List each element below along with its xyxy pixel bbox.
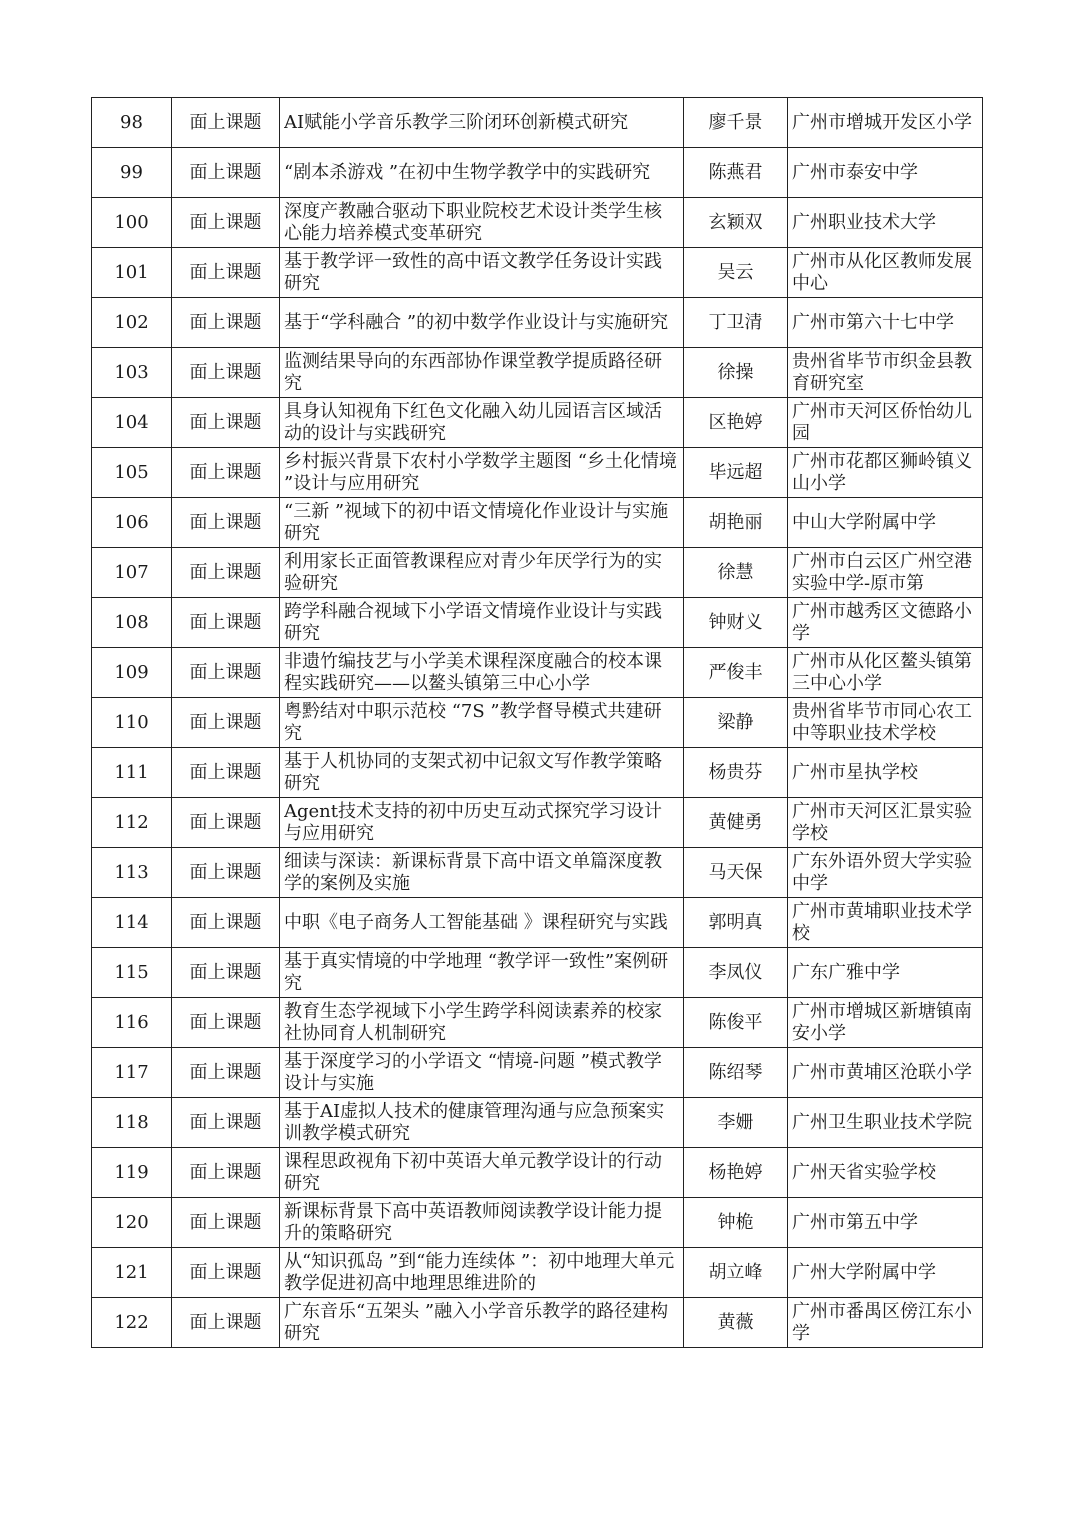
project-type-text: 面上课题 [189,211,262,233]
organization-cell [788,598,983,648]
organization-text: 广州市泰安中学 [792,161,918,183]
principal-investigator-cell [684,648,788,698]
row-number-text: 118 [114,1111,149,1133]
row-number-text: 107 [114,561,149,583]
row-number-text: 112 [114,811,149,833]
project-title-cell [280,1048,684,1098]
organization-text: 广州职业技术大学 [792,211,936,233]
project-type-text: 面上课题 [189,461,262,483]
organization-cell [788,1148,983,1198]
table-row [92,548,983,598]
project-type-cell [172,298,280,348]
principal-investigator-text: 毕远超 [708,461,763,483]
project-title-cell [280,948,684,998]
project-title-cell [280,1148,684,1198]
principal-investigator-text: 陈俊平 [708,1011,763,1033]
row-number-text: 122 [114,1311,149,1333]
project-title-cell [280,648,684,698]
row-number-cell [92,298,172,348]
project-type-cell [172,748,280,798]
principal-investigator-text: 杨艳婷 [708,1161,763,1183]
organization-cell [788,948,983,998]
project-type-cell [172,148,280,198]
project-type-text: 面上课题 [189,711,262,733]
project-title-text: 基于人机协同的支架式初中记叙文写作教学策略研究 [284,750,662,794]
project-title-text: 教育生态学视域下小学生跨学科阅读素养的校家社协同育人机制研究 [284,1000,662,1044]
project-type-text: 面上课题 [189,661,262,683]
organization-text: 广州市花都区狮岭镇义山小学 [792,450,972,494]
row-number-text: 103 [114,361,149,383]
project-title-text: 基于真实情境的中学地理 “教学评一致性”案例研究 [284,950,669,994]
organization-text: 广州市第五中学 [792,1211,918,1233]
table-row [92,1198,983,1248]
row-number-text: 99 [120,161,143,183]
table-row [92,448,983,498]
row-number-cell [92,598,172,648]
organization-cell [788,98,983,148]
row-number-cell [92,398,172,448]
organization-cell [788,248,983,298]
principal-investigator-cell [684,1048,788,1098]
table-row [92,798,983,848]
table-row [92,148,983,198]
project-type-text: 面上课题 [189,861,262,883]
project-title-text: AI赋能小学音乐教学三阶闭环创新模式研究 [284,111,629,133]
row-number-text: 100 [114,211,149,233]
row-number-cell [92,698,172,748]
project-title-text: 深度产教融合驱动下职业院校艺术设计类学生核心能力培养模式变革研究 [284,200,662,244]
project-type-cell [172,798,280,848]
project-title-text: 具身认知视角下红色文化融入幼儿园语言区域活动的设计与实践研究 [284,400,662,444]
project-type-text: 面上课题 [189,261,262,283]
principal-investigator-cell [684,398,788,448]
row-number-cell [92,898,172,948]
principal-investigator-text: 杨贵芬 [708,761,763,783]
organization-cell [788,1048,983,1098]
organization-text: 广州市天河区侨怡幼儿园 [792,400,972,444]
project-type-cell [172,848,280,898]
project-title-text: 基于教学评一致性的高中语文教学任务设计实践研究 [284,250,662,294]
organization-cell [788,648,983,698]
organization-cell [788,748,983,798]
principal-investigator-cell [684,1098,788,1148]
organization-cell [788,848,983,898]
principal-investigator-text: 丁卫清 [708,311,763,333]
table-row [92,698,983,748]
row-number-text: 115 [114,961,149,983]
organization-text: 贵州省毕节市同心农工中等职业技术学校 [792,700,972,744]
organization-cell [788,548,983,598]
organization-text: 广东外语外贸大学实验中学 [792,850,972,894]
row-number-cell [92,548,172,598]
principal-investigator-cell [684,798,788,848]
project-title-text: 基于深度学习的小学语文 “情境-问题 ”模式教学设计与实施 [284,1050,662,1094]
row-number-cell [92,648,172,698]
project-type-cell [172,248,280,298]
project-type-cell [172,398,280,448]
project-title-text: “三新 ”视域下的初中语文情境化作业设计与实施研究 [284,500,669,544]
principal-investigator-cell [684,198,788,248]
project-title-text: 粤黔结对中职示范校 “7S ”教学督导模式共建研究 [284,700,662,744]
principal-investigator-text: 黄薇 [717,1311,754,1333]
project-type-cell [172,648,280,698]
row-number-cell [92,498,172,548]
table-row [92,1298,983,1348]
organization-cell [788,1198,983,1248]
table-row [92,198,983,248]
row-number-text: 114 [114,911,149,933]
project-type-cell [172,898,280,948]
project-title-cell [280,348,684,398]
project-title-text: 利用家长正面管教课程应对青少年厌学行为的实验研究 [284,550,662,594]
project-title-text: Agent技术支持的初中历史互动式探究学习设计与应用研究 [284,800,662,844]
row-number-cell [92,1298,172,1348]
project-type-cell [172,498,280,548]
table-row [92,1148,983,1198]
project-title-text: 从“知识孤岛 ”到“能力连续体 ”：初中地理大单元教学促进初高中地理思维进阶的 [284,1250,675,1294]
principal-investigator-text: 钟桅 [717,1211,754,1233]
row-number-text: 106 [114,511,149,533]
project-type-text: 面上课题 [189,1061,262,1083]
project-title-text: 广东音乐“五架头 ”融入小学音乐教学的路径建构研究 [284,1300,669,1344]
project-type-cell [172,1098,280,1148]
project-title-text: 非遗竹编技艺与小学美术课程深度融合的校本课程实践研究——以鳌头镇第三中心小学 [284,650,662,694]
row-number-cell [92,948,172,998]
organization-cell [788,798,983,848]
row-number-text: 111 [114,761,149,783]
project-title-cell [280,1098,684,1148]
organization-text: 广州市第六十七中学 [792,311,954,333]
project-type-text: 面上课题 [189,161,262,183]
principal-investigator-cell [684,698,788,748]
organization-cell [788,998,983,1048]
row-number-cell [92,98,172,148]
organization-text: 广州市番禺区傍江东小学 [792,1300,972,1344]
project-title-cell [280,198,684,248]
project-type-text: 面上课题 [189,911,262,933]
project-type-text: 面上课题 [189,561,262,583]
project-type-cell [172,1248,280,1298]
principal-investigator-cell [684,598,788,648]
project-title-cell [280,248,684,298]
organization-text: 贵州省毕节市织金县教育研究室 [792,350,972,394]
organization-text: 广东广雅中学 [792,961,900,983]
principal-investigator-text: 徐操 [717,361,754,383]
organization-text: 广州市增城区新塘镇南安小学 [792,1000,972,1044]
project-type-cell [172,698,280,748]
project-title-cell [280,398,684,448]
row-number-text: 104 [114,411,149,433]
principal-investigator-text: 吴云 [717,261,754,283]
row-number-cell [92,148,172,198]
principal-investigator-text: 李凤仪 [708,961,763,983]
organization-cell [788,398,983,448]
project-type-cell [172,598,280,648]
principal-investigator-cell [684,98,788,148]
row-number-cell [92,1248,172,1298]
row-number-cell [92,748,172,798]
principal-investigator-text: 李姗 [717,1111,754,1133]
principal-investigator-text: 徐慧 [717,561,754,583]
row-number-text: 102 [114,311,149,333]
project-title-text: 监测结果导向的东西部协作课堂教学提质路径研究 [284,350,662,394]
organization-text: 广州市黄埔区沧联小学 [792,1061,972,1083]
principal-investigator-text: 区艳婷 [708,411,763,433]
project-type-cell [172,948,280,998]
project-title-cell [280,98,684,148]
principal-investigator-cell [684,1148,788,1198]
principal-investigator-text: 钟财义 [708,611,763,633]
row-number-cell [92,848,172,898]
table-row [92,648,983,698]
table-row [92,498,983,548]
principal-investigator-text: 陈燕君 [708,161,763,183]
organization-cell [788,498,983,548]
principal-investigator-cell [684,748,788,798]
project-type-text: 面上课题 [189,111,262,133]
organization-cell [788,298,983,348]
project-type-text: 面上课题 [189,411,262,433]
project-type-text: 面上课题 [189,761,262,783]
organization-text: 广州市从化区教师发展中心 [792,250,972,294]
principal-investigator-cell [684,348,788,398]
row-number-text: 120 [114,1211,149,1233]
organization-text: 广州大学附属中学 [792,1261,936,1283]
project-title-cell [280,698,684,748]
row-number-cell [92,1048,172,1098]
project-title-text: “剧本杀游戏 ”在初中生物学教学中的实践研究 [284,161,651,183]
table-row [92,848,983,898]
row-number-text: 121 [114,1261,149,1283]
organization-text: 广州市白云区广州空港实验中学-原市第 [792,550,972,594]
organization-cell [788,898,983,948]
row-number-text: 109 [114,661,149,683]
project-title-cell [280,298,684,348]
project-type-cell [172,198,280,248]
project-title-cell [280,148,684,198]
project-title-text: 基于AI虚拟人技术的健康管理沟通与应急预案实训教学模式研究 [284,1100,665,1144]
project-title-text: 跨学科融合视域下小学语文情境作业设计与实践研究 [284,600,662,644]
principal-investigator-cell [684,1298,788,1348]
project-type-cell [172,98,280,148]
project-table [91,97,983,1348]
project-type-cell [172,1298,280,1348]
organization-cell [788,448,983,498]
row-number-cell [92,1198,172,1248]
principal-investigator-text: 廖千景 [708,111,763,133]
principal-investigator-cell [684,298,788,348]
row-number-text: 101 [114,261,149,283]
project-title-cell [280,1198,684,1248]
organization-cell [788,148,983,198]
table-row [92,98,983,148]
project-type-cell [172,348,280,398]
principal-investigator-text: 黄健勇 [708,811,763,833]
table-row [92,1248,983,1298]
project-title-cell [280,498,684,548]
organization-cell [788,1098,983,1148]
table-body [92,98,983,1348]
project-type-text: 面上课题 [189,311,262,333]
principal-investigator-cell [684,448,788,498]
project-title-cell [280,998,684,1048]
project-type-text: 面上课题 [189,1261,262,1283]
principal-investigator-text: 胡立峰 [708,1261,763,1283]
project-type-cell [172,448,280,498]
organization-text: 广州市天河区汇景实验学校 [792,800,972,844]
principal-investigator-cell [684,1198,788,1248]
row-number-text: 117 [114,1061,149,1083]
organization-text: 广州市黄埔职业技术学校 [792,900,972,944]
row-number-text: 119 [114,1161,149,1183]
principal-investigator-text: 玄颖双 [708,211,763,233]
table-row [92,398,983,448]
organization-cell [788,698,983,748]
project-type-cell [172,1048,280,1098]
project-title-cell [280,598,684,648]
table-row [92,748,983,798]
project-title-text: 中职《电子商务人工智能基础 》课程研究与实践 [284,911,668,933]
organization-cell [788,1248,983,1298]
project-title-text: 乡村振兴背景下农村小学数学主题图 “乡土化情境 ”设计与应用研究 [284,450,677,494]
principal-investigator-cell [684,948,788,998]
row-number-cell [92,248,172,298]
principal-investigator-text: 严俊丰 [708,661,763,683]
principal-investigator-cell [684,148,788,198]
row-number-text: 98 [120,111,143,133]
project-type-cell [172,1148,280,1198]
organization-text: 广州天省实验学校 [792,1161,936,1183]
project-type-text: 面上课题 [189,1111,262,1133]
project-type-cell [172,1198,280,1248]
table-row [92,298,983,348]
principal-investigator-text: 陈绍琴 [708,1061,763,1083]
principal-investigator-cell [684,498,788,548]
row-number-cell [92,1148,172,1198]
organization-text: 广州市从化区鳌头镇第三中心小学 [792,650,972,694]
project-title-cell [280,798,684,848]
principal-investigator-text: 郭明真 [708,911,763,933]
project-type-text: 面上课题 [189,811,262,833]
organization-cell [788,348,983,398]
project-type-cell [172,548,280,598]
principal-investigator-cell [684,1248,788,1298]
project-type-text: 面上课题 [189,511,262,533]
project-title-cell [280,898,684,948]
project-type-text: 面上课题 [189,1011,262,1033]
project-title-text: 课程思政视角下初中英语大单元教学设计的行动研究 [284,1150,662,1194]
project-title-cell [280,848,684,898]
row-number-cell [92,348,172,398]
organization-cell [788,1298,983,1348]
project-title-text: 细读与深读：新课标背景下高中语文单篇深度教学的案例及实施 [284,850,662,894]
organization-text: 广州卫生职业技术学院 [792,1111,972,1133]
project-title-text: 基于“学科融合 ”的初中数学作业设计与实施研究 [284,311,669,333]
table-row [92,248,983,298]
row-number-text: 105 [114,461,149,483]
table-row [92,1048,983,1098]
principal-investigator-cell [684,898,788,948]
project-type-text: 面上课题 [189,361,262,383]
project-type-text: 面上课题 [189,1161,262,1183]
table-row [92,948,983,998]
table-row [92,1098,983,1148]
principal-investigator-cell [684,848,788,898]
row-number-text: 110 [114,711,149,733]
principal-investigator-cell [684,998,788,1048]
project-type-text: 面上课题 [189,1211,262,1233]
row-number-cell [92,998,172,1048]
table-row [92,598,983,648]
organization-text: 广州市越秀区文德路小学 [792,600,972,644]
row-number-cell [92,798,172,848]
row-number-text: 113 [114,861,149,883]
row-number-text: 108 [114,611,149,633]
project-type-text: 面上课题 [189,961,262,983]
row-number-cell [92,198,172,248]
project-title-cell [280,1248,684,1298]
principal-investigator-text: 马天保 [708,861,763,883]
table-row [92,898,983,948]
principal-investigator-text: 梁静 [717,711,754,733]
project-title-cell [280,448,684,498]
project-type-cell [172,998,280,1048]
row-number-cell [92,1098,172,1148]
organization-text: 中山大学附属中学 [792,511,936,533]
table-row [92,348,983,398]
row-number-text: 116 [114,1011,149,1033]
project-title-text: 新课标背景下高中英语教师阅读教学设计能力提升的策略研究 [284,1200,662,1244]
project-type-text: 面上课题 [189,611,262,633]
principal-investigator-cell [684,248,788,298]
organization-text: 广州市增城开发区小学 [792,111,972,133]
principal-investigator-text: 胡艳丽 [708,511,763,533]
principal-investigator-cell [684,548,788,598]
organization-text: 广州市星执学校 [792,761,918,783]
project-title-cell [280,548,684,598]
project-title-cell [280,748,684,798]
row-number-cell [92,448,172,498]
table-row [92,998,983,1048]
project-title-cell [280,1298,684,1348]
organization-cell [788,198,983,248]
project-type-text: 面上课题 [189,1311,262,1333]
